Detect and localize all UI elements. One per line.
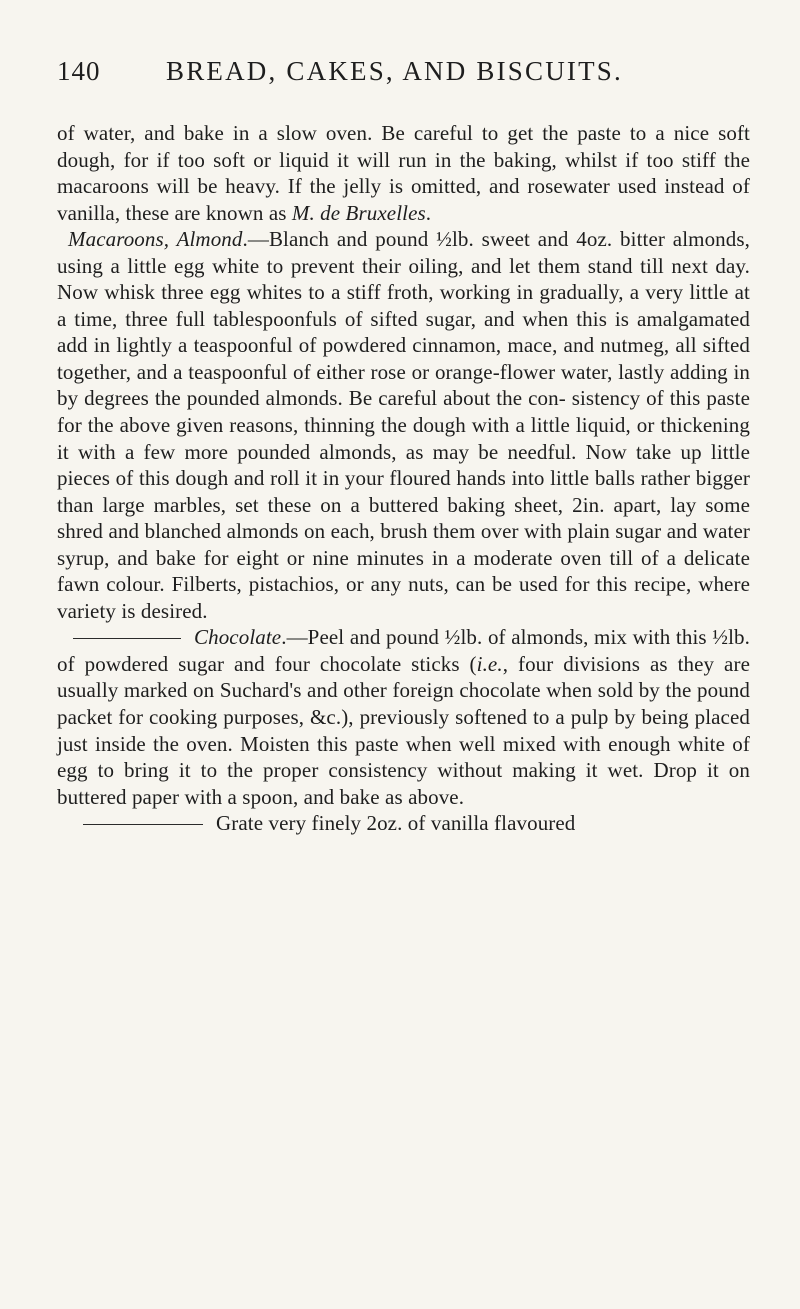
ditto-rule [73,638,181,639]
recipe-text-chocolate-part-b: , four divisions as they are usually marked on Suchard's and other foreign chocolate when sold by the pound packet for cooking purposes, &c.), previously softened to a pulp by being placed just inside the oven. Moisten this paste when well mixed with enough white of egg to bring it to the proper consistency without making it wet. Drop it on buttered paper with a spoon, and bake as above. [57,651,750,809]
recipe-title-macaroons-almond: Macaroons, Almond [68,227,243,252]
recipe-text-chocolate-ie: i.e. [476,651,503,676]
variety-name: M. de Bruxelles [291,200,426,225]
paragraph-vanilla [57,810,750,837]
running-head [57,56,750,92]
paragraph-chocolate [57,624,750,810]
recipe-text-chocolate-part-a: .—Peel and pound ½lb. of almonds, mix with this ½lb. of powdered sugar and four chocolate sticks ( [57,625,750,676]
recipe-title-chocolate: Chocolate [194,625,282,650]
ditto-rule [83,824,203,825]
paragraph-text: of water, and bake in a slow oven. Be careful to get the paste to a nice soft dough, for if too soft or liquid it will run in the baking, whilst if too stiff the macaroons will be heavy. If the jelly is omitted, and rosewater used instead of vanilla, these are known as [57,121,750,225]
paragraph-macaroons-almond [57,226,750,624]
recipe-text-vanilla: Grate very finely 2oz. of vanilla flavoured [216,811,576,836]
page-number: 140 [57,56,101,86]
running-title: BREAD, CAKES, AND BISCUITS. [166,56,623,86]
variety-period: . [425,200,432,225]
recipe-text [57,120,750,837]
recipe-text-macaroons-almond: .—Blanch and pound ½lb. sweet and 4oz. bitter almonds, using a little egg white to prevent their oiling, and let them stand till next day. Now whisk three egg whites to a stiff froth, working in gradually, a very little at a time, three full tablespoonfuls of sifted sugar, and when this is amalgamated add in lightly a teaspoonful of powdered cinnamon, mace, and nutmeg, all sifted together, and a teaspoonful of either rose or orange-flower water, lastly adding in by degrees the pounded almonds. Be careful about the con- sistency of this paste for the above given reasons, thinning the dough with a little liquid, or thickening it with a few more pounded almonds, as may be needful. Now take up little pieces of this dough and roll it in your floured hands into little balls rather bigger than large marbles, set these on a buttered baking sheet, 2in. apart, lay some shred and blanched almonds on each, brush them over with plain sugar and water syrup, and bake for eight or nine minutes in a moderate oven till of a delicate fawn colour. Filberts, pistachios, or any nuts, can be used for this recipe, where variety is desired. [57,227,750,623]
paragraph-bake-note [57,120,750,226]
